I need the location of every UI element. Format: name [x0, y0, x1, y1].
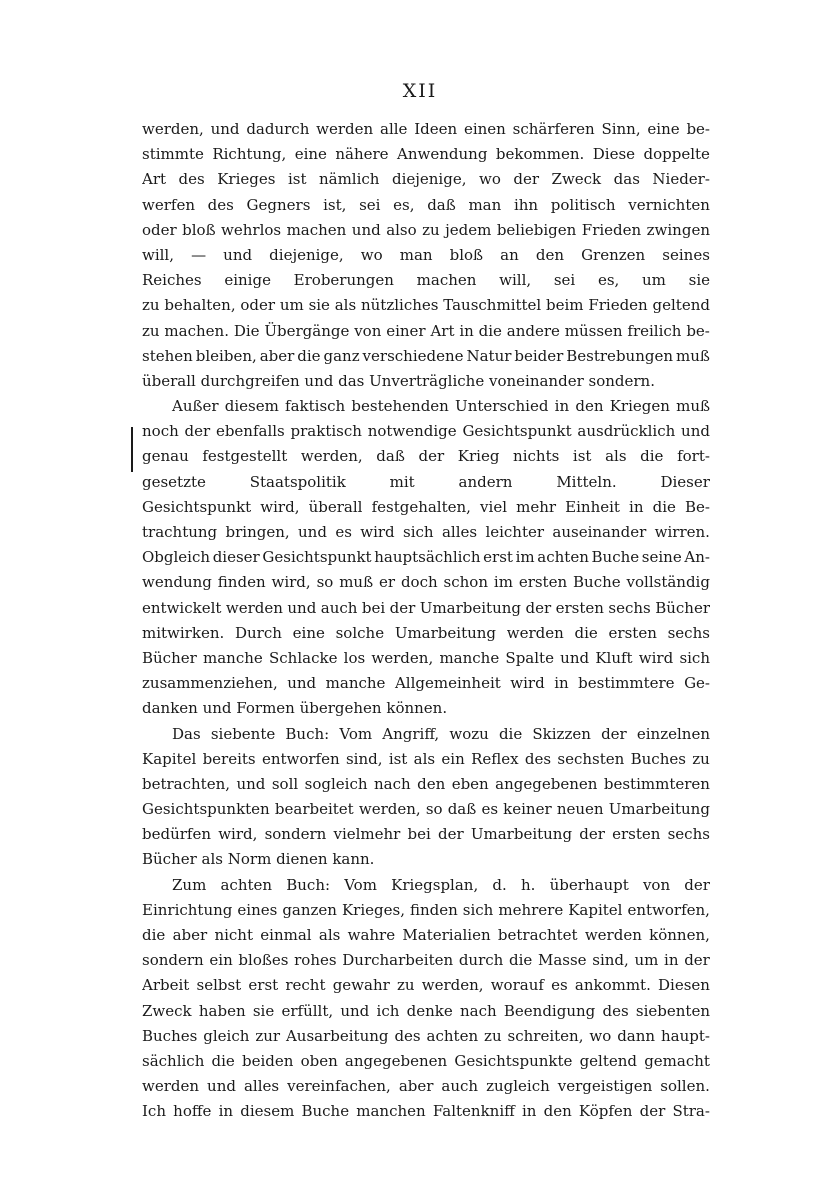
- text-line: Gesichtspunkt wird, überall festgehalten, viel mehr Einheit in die Be-: [142, 497, 710, 516]
- text-line: will, — und diejenige, wo man bloß an den Grenzen seines: [142, 245, 710, 264]
- text-line: Arbeit selbst erst recht gewahr zu werden, worauf es ankommt. Diesen: [142, 976, 710, 995]
- text-line: Reiches einige Eroberungen machen will, sei es, um sie: [142, 271, 710, 290]
- body-text: [142, 117, 710, 1125]
- text-line: Einrichtung eines ganzen Krieges, finden sich mehrere Kapitel entworfen,: [142, 900, 710, 919]
- text-line: gesetzte Staatspolitik mit andern Mitteln. Dieser: [142, 472, 710, 491]
- text-line: Ich hoffe in diesem Buche manchen Faltenkniff in den Köpfen der Stra-: [142, 1102, 710, 1121]
- text-line: mitwirken. Durch eine solche Umarbeitung werden die ersten sechs: [142, 623, 710, 642]
- text-line: Bücher als Norm dienen kann.: [142, 850, 375, 869]
- text-line: werden und alles vereinfachen, aber auch zugleich vergeistigen sollen.: [142, 1077, 710, 1096]
- text-line: Buches gleich zur Ausarbeitung des achten zu schreiten, wo dann haupt-: [142, 1026, 710, 1045]
- text-line: oder bloß wehrlos machen und also zu jedem beliebigen Frieden zwingen: [142, 220, 710, 239]
- text-line: sondern ein bloßes rohes Durcharbeiten durch die Masse sind, um in der: [142, 951, 710, 970]
- text-line: werfen des Gegners ist, sei es, daß man ihn politisch vernichten: [142, 195, 710, 214]
- text-line: noch der ebenfalls praktisch notwendige Gesichtspunkt ausdrücklich und: [142, 422, 710, 441]
- margin-mark: [131, 427, 133, 472]
- text-line: Das siebente Buch: Vom Angriff, wozu die Skizzen der einzelnen: [172, 724, 710, 743]
- text-line: genau festgestellt werden, daß der Krieg nichts ist als die fort-: [142, 447, 710, 466]
- text-line: Gesichtspunkten bearbeitet werden, so daß es keiner neuen Umarbeitung: [142, 800, 710, 819]
- text-line: überall durchgreifen und das Unverträgliche voneinander sondern.: [142, 371, 655, 390]
- text-line: zu behalten, oder um sie als nützliches Tauschmittel beim Frieden geltend: [142, 296, 710, 315]
- text-line: betrachten, und soll sogleich nach den eben angegebenen bestimmteren: [142, 774, 710, 793]
- text-line: stimmte Richtung, eine nähere Anwendung bekommen. Diese doppelte: [142, 145, 710, 164]
- text-line: stehen bleiben, aber die ganz verschiedene Natur beider Bestrebungen muß: [142, 346, 710, 365]
- page-number: XII: [402, 80, 438, 102]
- text-line: trachtung bringen, und es wird sich alles leichter auseinander wirren.: [142, 523, 710, 541]
- text-line: zusammenziehen, und manche Allgemeinheit wird in bestimmtere Ge-: [142, 674, 710, 693]
- text-line: Kapitel bereits entworfen sind, ist als ein Reflex des sechsten Buches zu: [142, 749, 710, 768]
- text-line: Art des Krieges ist nämlich diejenige, wo der Zweck das Nieder-: [142, 170, 710, 189]
- text-line: Zum achten Buch: Vom Kriegsplan, d. h. überhaupt von der: [172, 875, 710, 894]
- text-line: zu machen. Die Übergänge von einer Art in die andere müssen freilich be-: [142, 321, 710, 340]
- text-line: entwickelt werden und auch bei der Umarbeitung der ersten sechs Bücher: [142, 598, 710, 617]
- text-line: werden, und dadurch werden alle Ideen einen schärferen Sinn, eine be-: [142, 120, 710, 138]
- text-line: danken und Formen übergehen können.: [142, 699, 448, 718]
- text-line: die aber nicht einmal als wahre Materialien betrachtet werden können,: [142, 926, 710, 944]
- text-line: sächlich die beiden oben angegebenen Gesichtspunkte geltend gemacht: [142, 1051, 710, 1070]
- text-line: Außer diesem faktisch bestehenden Unterschied in den Kriegen muß: [172, 397, 710, 416]
- text-line: Zweck haben sie erfüllt, und ich denke nach Beendigung des siebenten: [142, 1001, 710, 1020]
- text-line: bedürfen wird, sondern vielmehr bei der Umarbeitung der ersten sechs: [142, 825, 710, 844]
- text-line: wendung finden wird, so muß er doch schon im ersten Buche vollständig: [142, 573, 710, 592]
- text-line: Bücher manche Schlacke los werden, manche Spalte und Kluft wird sich: [142, 648, 710, 667]
- text-line: Obgleich dieser Gesichtspunkt hauptsächlich erst im achten Buche seine An-: [142, 548, 710, 567]
